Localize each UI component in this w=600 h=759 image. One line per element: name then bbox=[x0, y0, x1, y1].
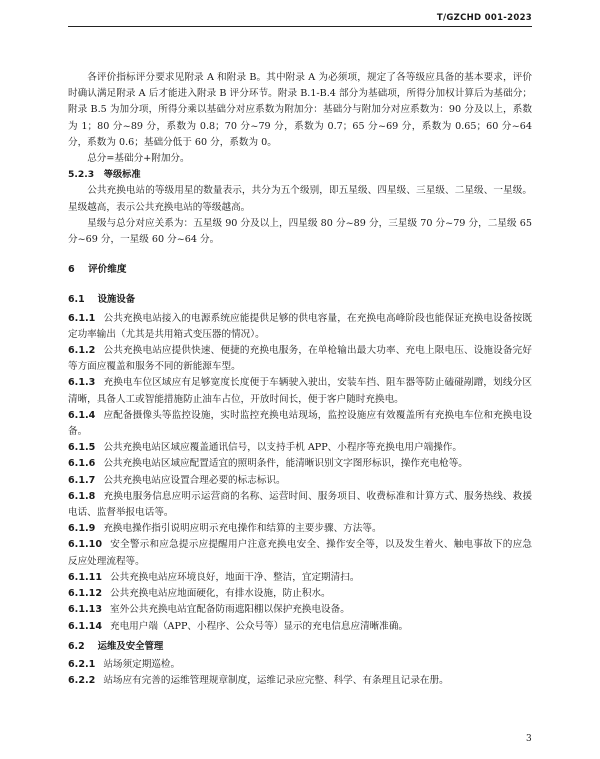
section-title: 等级标准 bbox=[103, 169, 141, 181]
clause-text: 充换电操作指引说明应明示充电操作和结算的主要步骤、方法等。 bbox=[103, 523, 382, 535]
clause-number: 6.1.10 bbox=[68, 539, 102, 551]
clause-6-1-5 bbox=[68, 440, 532, 456]
clause-6-1-11 bbox=[68, 570, 532, 586]
clause-number: 6.1.13 bbox=[68, 604, 102, 616]
section-number: 6.1 bbox=[68, 294, 85, 306]
clause-6-1-14 bbox=[68, 619, 532, 635]
clause-text: 公共充换电站应地面硬化，有排水设施，防止积水。 bbox=[110, 588, 331, 600]
clause-6-1-13 bbox=[68, 602, 532, 618]
clause-number: 6.2.2 bbox=[68, 675, 96, 687]
clause-number: 6.1.2 bbox=[68, 345, 96, 357]
clause-6-1-8 bbox=[68, 489, 532, 521]
clause-text: 室外公共充换电站宜配备防雨遮阳棚以保护充换电设备。 bbox=[110, 604, 350, 616]
clause-number: 6.1.12 bbox=[68, 588, 102, 600]
clause-number: 6.2.1 bbox=[68, 658, 96, 670]
section-number: 6.2 bbox=[68, 640, 85, 652]
section-number: 5.2.3 bbox=[68, 169, 95, 181]
chapter-title: 评价维度 bbox=[88, 264, 127, 276]
clause-text: 应配备摄像头等监控设施，实时监控充换电站现场，监控设施应有效覆盖所有充换电车位和充换电设备。 bbox=[68, 409, 532, 438]
clause-text: 公共充换电站区域应配置适宜的照明条件，能清晰识别文字图形标识，操作充电枪等。 bbox=[103, 458, 468, 470]
clause-text: 站场须定期巡检。 bbox=[103, 658, 181, 670]
page-number: 3 bbox=[526, 734, 532, 744]
clause-6-1-9 bbox=[68, 521, 532, 537]
section-title: 运维及安全管理 bbox=[97, 640, 164, 652]
clause-number: 6.1.7 bbox=[68, 474, 96, 486]
clause-text: 公共充换电站区域应覆盖通讯信号，以支持手机 APP、小程序等充换电用户端操作。 bbox=[103, 442, 462, 454]
clause-number: 6.1.8 bbox=[68, 490, 96, 502]
clause-6-2-1 bbox=[68, 657, 532, 673]
clause-number: 6.1.1 bbox=[68, 312, 96, 324]
clause-text: 安全警示和应急提示应提醒用户注意充换电安全、操作安全等，以及发生着火、触电事故下的应急反应处理流程等。 bbox=[68, 539, 532, 567]
clause-number: 6.1.9 bbox=[68, 523, 96, 535]
clause-6-1-10 bbox=[68, 537, 532, 569]
clause-6-2-2 bbox=[68, 673, 532, 689]
page-body bbox=[68, 70, 532, 689]
clause-text: 充换电服务信息应明示运营商的名称、运营时间、服务项目、收费标准和计算方式、服务热线、救援电话、监督举报电话等。 bbox=[68, 490, 532, 519]
clause-text: 公共充换电站应设置合理必要的标志标识。 bbox=[103, 474, 286, 486]
clause-text: 站场应有完善的运维管理规章制度，运维记录应完整、科学、有条理且记录在册。 bbox=[103, 675, 449, 687]
scoring-rules-paragraph: 各评价指标评分要求见附录 A 和附录 B。其中附录 A 为必须项，规定了各等级应具备的基本要求，评价时确认满足附录 A 后才能进入附录 B 评分环节。附录 B.1-B.4 部分为基础项，所得分加权计算后为基础分；附录 B.5 为加分项，所得分乘以基础分对应系数为附加分：基础分与附加分对应系数为：90 分及以上，系数为 1；80 分~89 分，系数为 0.8；70 分~79 分，系数为 0.7；65 分~69 分，系数为 0.65；60 分~64 分，系数为 0.6；基础分低于 60 分，系数为 0。 bbox=[68, 72, 532, 148]
clause-number: 6.1.14 bbox=[68, 620, 102, 632]
star-score-mapping-paragraph: 星级与总分对应关系为：五星级 90 分及以上，四星级 80 分~89 分，三星级 70 分~79 分，二星级 65 分~69 分，一星级 60 分~64 分。 bbox=[68, 217, 532, 246]
clause-6-1-1 bbox=[68, 311, 532, 343]
clause-number: 6.1.3 bbox=[68, 377, 96, 389]
clause-text: 充换电车位区域应有足够宽度长度便于车辆驶入驶出，安装车挡、阻车器等防止磕碰剐蹭，划线分区清晰，具备人工或智能措施防止油车占位，开放时间长，便于客户随时充换电。 bbox=[68, 377, 532, 405]
clause-number: 6.1.5 bbox=[68, 442, 96, 454]
section-6-2-heading bbox=[68, 639, 532, 655]
clause-6-1-6 bbox=[68, 456, 532, 472]
clause-6-1-4 bbox=[68, 408, 532, 440]
clause-text: 公共充换电站应环境良好，地面干净、整洁，宜定期清扫。 bbox=[110, 571, 360, 583]
section-title: 设施设备 bbox=[97, 294, 136, 306]
clause-6-1-7 bbox=[68, 473, 532, 489]
clause-number: 6.1.4 bbox=[68, 409, 96, 421]
chapter-number: 6 bbox=[68, 264, 75, 276]
section-6-2-clauses bbox=[68, 657, 532, 689]
clause-number: 6.1.11 bbox=[68, 571, 102, 583]
total-score-formula: 总分=基础分+附加分。 bbox=[87, 153, 190, 165]
chapter-6-heading bbox=[68, 262, 532, 278]
clause-number: 6.1.6 bbox=[68, 458, 96, 470]
clause-text: 公共充换电站接入的电源系统应能提供足够的供电容量，在充换电高峰阶段也能保证充换电设备按既定功率输出（尤其是共用箱式变压器的情况）。 bbox=[68, 312, 532, 340]
section-6-1-clauses bbox=[68, 311, 532, 635]
clause-6-1-12 bbox=[68, 586, 532, 602]
section-6-1-heading bbox=[68, 292, 532, 308]
clause-text: 充电用户端（APP、小程序、公众号等）显示的充电信息应清晰准确。 bbox=[110, 620, 409, 632]
clause-6-1-2 bbox=[68, 343, 532, 375]
clause-text: 公共充换电站应提供快速、便捷的充换电服务，在单枪输出最大功率、充电上限电压、设施设备完好等方面应覆盖和服务不同的新能源车型。 bbox=[68, 345, 532, 373]
document-code: T/GZCHD 001-2023 bbox=[436, 13, 532, 23]
section-5-2-3-heading bbox=[68, 167, 532, 183]
clause-6-1-3 bbox=[68, 375, 532, 407]
header-rule bbox=[68, 26, 532, 27]
star-level-paragraph: 公共充换电站的等级用星的数量表示，共分为五个级别，即五星级、四星级、三星级、二星级、一星级。星级越高，表示公共充换电站的等级越高。 bbox=[68, 185, 532, 213]
